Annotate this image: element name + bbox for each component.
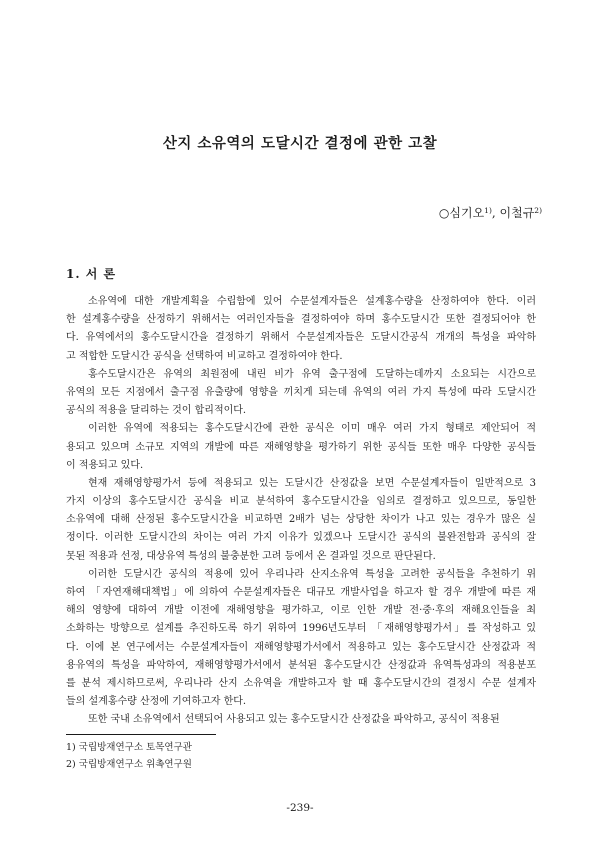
paragraph-line: 다. 유역에서의 홍수도달시간을 결정하기 위해서 수문설계자들은 도달시간공식 개개의 특성을 파악하 <box>66 332 536 344</box>
paragraph-line: 를 분석 제시하므로써, 우리나라 산지 소유역을 개발하고자 할 때 홍수도달시간의 결정시 수문 설계자 <box>66 677 536 689</box>
footnote-item: 1) 국립방재연구소 토목연구관 <box>66 742 192 753</box>
author-1-name: ○심기오 <box>438 206 485 220</box>
paragraph-line: 들의 설계홍수량 산정에 기여하고자 한다. <box>66 696 247 708</box>
section-heading: 1. 서 론 <box>66 267 117 281</box>
paragraph-line: 해의 영향에 대하여 개발 이전에 재해영향을 평가하고, 이로 인한 개발 전·중·후의 재해요인들을 최 <box>66 605 536 617</box>
author-1-footnote-mark: 1) <box>484 206 492 215</box>
paragraph <box>66 711 536 729</box>
paragraph-line: 이 적용되고 있다. <box>66 459 144 471</box>
paragraph <box>66 475 536 566</box>
footnote-divider <box>66 734 216 735</box>
author-2-footnote-mark: 2) <box>534 206 542 215</box>
footnote-item: 2) 국립방재연구소 위촉연구원 <box>66 759 192 770</box>
paragraph-line: 소화하는 방향으로 설계를 추진하도록 하기 위하여 1996년도부터 「재해영향평가서」를 작성하고 있 <box>66 623 536 635</box>
author-separator: , <box>491 206 500 220</box>
footnotes <box>66 739 192 773</box>
paragraph-line: 용유역의 특성을 파악하여, 재해영향평가서에서 분석된 홍수도달시간 산정값과 유역특성과의 적용분포 <box>66 659 536 671</box>
paragraph-line: 다. 이에 본 연구에서는 수문설계자들이 재해영향평가서에서 적용하고 있는 홍수도달시간 산정값과 적 <box>66 641 536 653</box>
paragraph-line: 유역의 모든 지점에서 출구점 유출량에 영향을 끼치게 되는데 유역의 여러 가지 특성에 따라 도달시간 <box>66 386 536 398</box>
paragraph-line: 이러한 도달시간 공식의 적용에 있어 우리나라 산지소유역 특성을 고려한 공식들을 추천하기 위 <box>88 568 536 580</box>
paragraph <box>66 366 536 421</box>
paper-title: 산지 소유역의 도달시간 결정에 관한 고찰 <box>162 135 438 152</box>
paragraph-line: 현재 재해영향평가서 등에 적용되고 있는 도달시간 산정값을 보면 수문설계자들이 일반적으로 3 <box>88 477 536 489</box>
paragraph-line: 또한 국내 소유역에서 선택되어 사용되고 있는 홍수도달시간 산정값을 파악하고, 공식이 적용된 <box>88 714 500 726</box>
paragraph-line: 고 적합한 도달시간 공식을 선택하여 비교하고 결정하여야 한다. <box>66 350 343 362</box>
author-line <box>439 204 542 221</box>
paragraph-line: 한 설계홍수량을 산정하기 위해서는 여러인자들을 결정하여야 하며 홍수도달시간 또한 결정되어야 한 <box>66 314 536 326</box>
paragraph-line: 못된 적용과 선정, 대상유역 특성의 불충분한 고려 등에서 온 결과일 것으로 판단된다. <box>66 550 436 562</box>
body-text <box>66 293 536 730</box>
paragraph-line: 홍수도달시간은 유역의 최원점에 내린 비가 유역 출구점에 도달하는데까지 소요되는 시간으로 <box>88 368 536 380</box>
paragraph <box>66 293 536 366</box>
paragraph-line: 정이다. 이러한 도달시간의 차이는 여러 가지 이유가 있겠으나 도달시간 공식의 불완전함과 공식의 잘 <box>66 532 536 544</box>
paragraph-line: 이러한 유역에 적용되는 홍수도달시간에 관한 공식은 이미 매우 여러 가지 형태로 제안되어 적 <box>88 423 536 435</box>
author-2-name: 이철규 <box>499 206 535 220</box>
paragraph <box>66 420 536 475</box>
paragraph-line: 용되고 있으며 소규모 지역의 개발에 따른 재해영향을 평가하기 위한 공식들 또한 매우 다양한 공식들 <box>66 441 536 453</box>
paragraph-line: 하여 「자연재해대책법」에 의하여 수문설계자들은 대규모 개발사업을 하고자 할 경우 개발에 따른 재 <box>66 587 536 598</box>
paragraph-line: 소유역에 대한 개발계획을 수립함에 있어 수문설계자들은 설계홍수량을 산정하여야 한다. 이러 <box>88 296 536 307</box>
paragraph <box>66 566 536 712</box>
paragraph-line: 가지 이상의 홍수도달시간 공식을 비교 분석하여 홍수도달시간을 임의로 결정하고 있으므로, 동일한 <box>66 496 536 508</box>
page-number: -239- <box>286 802 314 814</box>
paragraph-line: 소유역에 대해 산정된 홍수도달시간을 비교하면 2배가 넘는 상당한 차이가 나고 있는 경우가 많은 실 <box>66 514 536 526</box>
paragraph-line: 공식의 적용을 달리하는 것이 합리적이다. <box>66 405 247 417</box>
